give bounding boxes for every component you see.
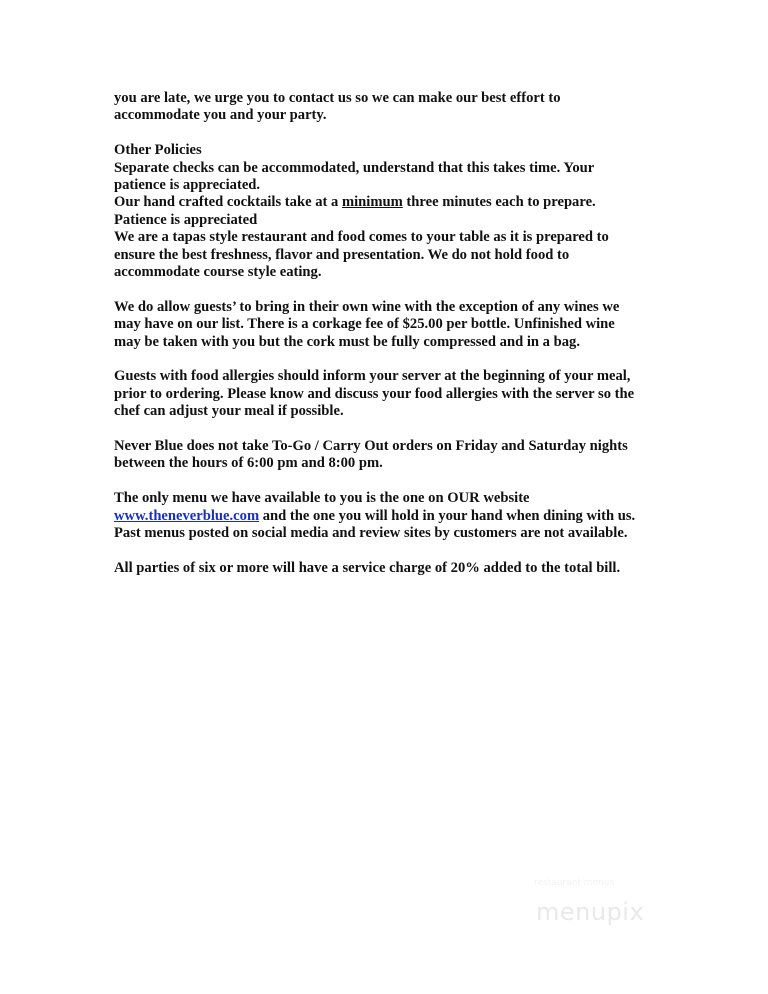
menupix-watermark xyxy=(532,870,692,940)
cocktails-line xyxy=(114,194,674,211)
underlined-word: minimum xyxy=(341,194,403,211)
menu-paragraph xyxy=(114,490,674,542)
policy-text xyxy=(114,90,674,595)
text-line: prior to ordering. Please know and discuss your food allergies with the server so the xyxy=(114,385,635,402)
watermark-tagline: restaurant menus xyxy=(534,878,615,888)
text-fragment: Our hand crafted cocktails take at a xyxy=(114,194,342,211)
watermark-logo: menupix xyxy=(536,898,645,926)
text-line: All parties of six or more will have a service charge of 20% added to the total bill. xyxy=(114,559,621,576)
text-line: accommodate you and your party. xyxy=(114,107,327,124)
text-line: patience is appreciated. xyxy=(114,177,261,194)
text-line: you are late, we urge you to contact us so we can make our best effort to xyxy=(114,90,561,106)
website-link[interactable]: www.theneverblue.com xyxy=(114,507,260,524)
other-policies-section xyxy=(114,142,674,281)
text-fragment: and the one you will hold in your hand when dining with us. xyxy=(259,507,636,524)
service-charge-paragraph xyxy=(114,560,674,577)
text-line: We do allow guests’ to bring in their own wine with the exception of any wines we xyxy=(114,298,620,315)
text-line: The only menu we have available to you is the one on OUR website xyxy=(114,490,530,507)
text-fragment: three minutes each to prepare. xyxy=(402,194,596,211)
text-line: Guests with food allergies should inform your server at the beginning of your meal, xyxy=(114,368,631,385)
text-line: accommodate course style eating. xyxy=(114,264,322,281)
text-line: Patience is appreciated xyxy=(114,211,258,228)
text-line: chef can adjust your meal if possible. xyxy=(114,403,344,420)
website-line xyxy=(114,508,674,525)
late-arrival-paragraph xyxy=(114,90,674,125)
text-line: Never Blue does not take To-Go / Carry Out orders on Friday and Saturday nights xyxy=(114,438,628,455)
text-line: Past menus posted on social media and review sites by customers are not available. xyxy=(114,525,628,542)
section-heading: Other Policies xyxy=(114,142,202,159)
to-go-paragraph xyxy=(114,438,674,473)
text-line: We are a tapas style restaurant and food comes to your table as it is prepared to xyxy=(114,229,609,246)
text-line: Separate checks can be accommodated, understand that this takes time. Your xyxy=(114,159,595,176)
allergies-paragraph xyxy=(114,368,674,420)
wine-policy-paragraph xyxy=(114,299,674,351)
text-line: may be taken with you but the cork must be fully compressed and in a bag. xyxy=(114,333,580,350)
text-line: may have on our list. There is a corkage fee of $25.00 per bottle. Unfinished wine xyxy=(114,316,615,333)
text-line: between the hours of 6:00 pm and 8:00 pm. xyxy=(114,455,383,472)
text-line: ensure the best freshness, flavor and presentation. We do not hold food to xyxy=(114,246,570,263)
